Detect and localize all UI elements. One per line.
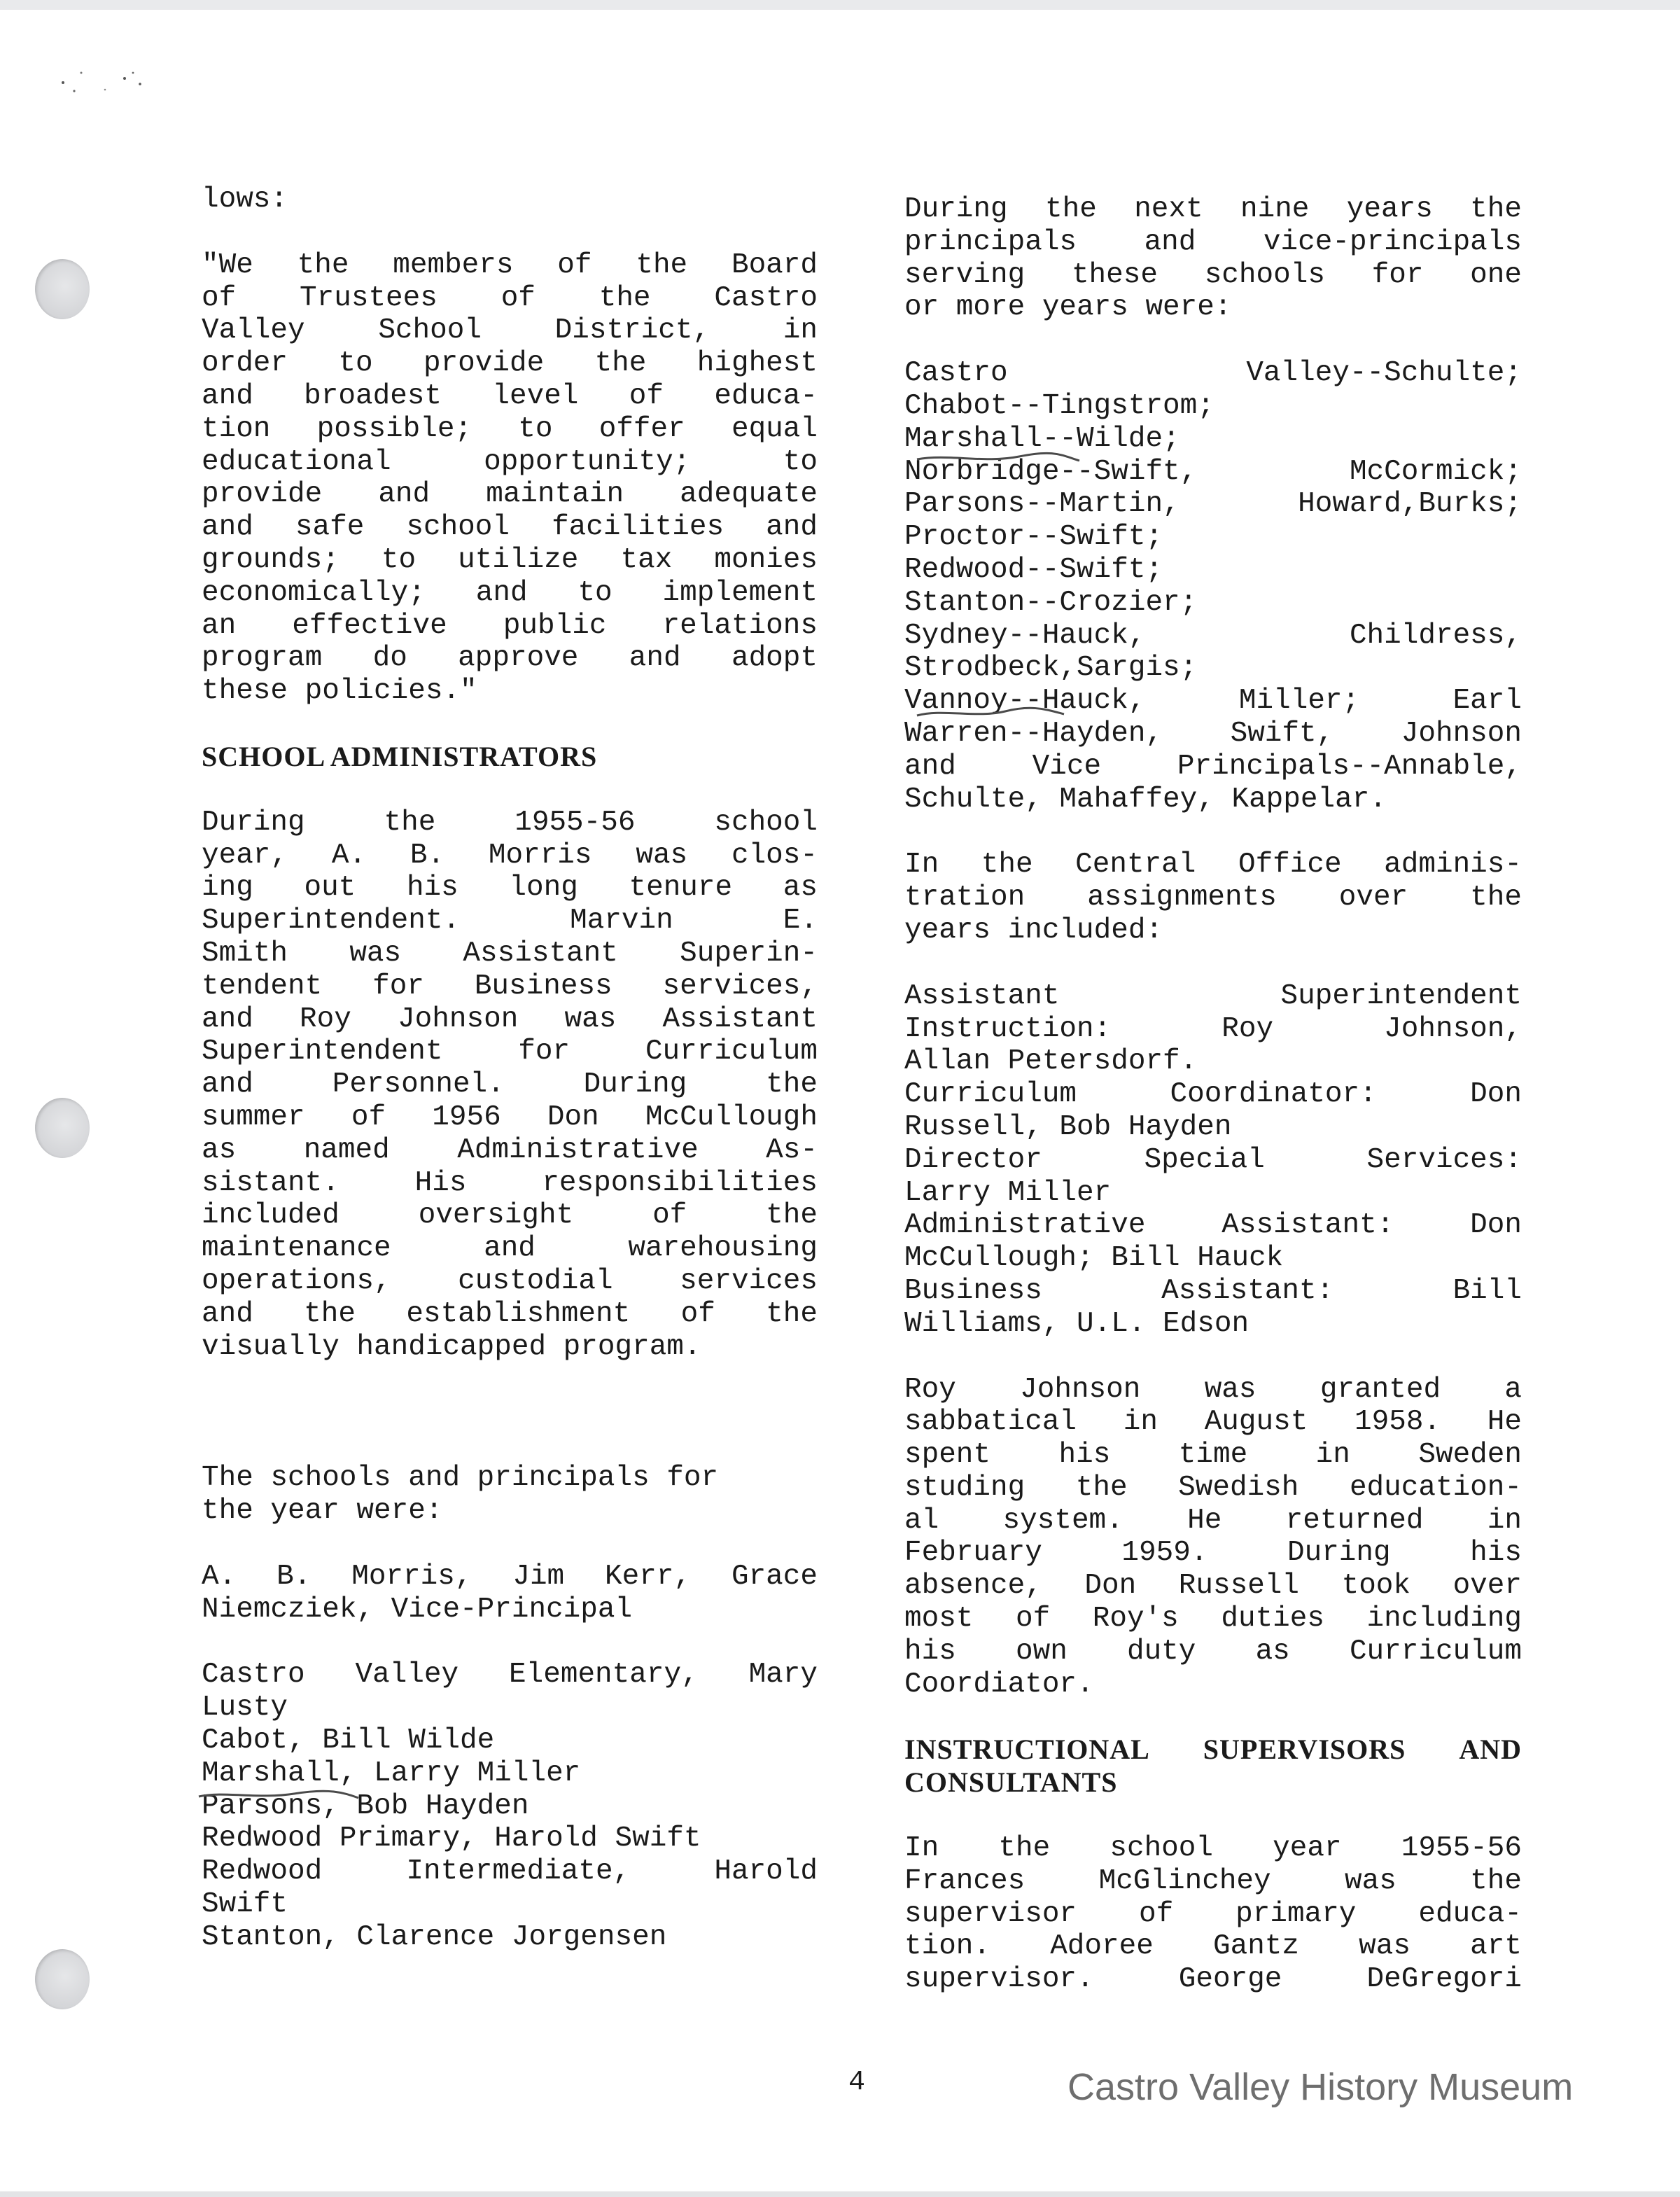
- sabbatical-line: sabbatical in August 1958. He: [904, 1406, 1522, 1439]
- admin-line: sistant. His responsibilities: [202, 1166, 818, 1199]
- heading-instructional-supervisors: [904, 1734, 1522, 1799]
- supervisors-paragraph: [904, 1832, 1522, 1996]
- assignments-line: McCullough; Bill Hauck: [904, 1242, 1284, 1275]
- quote-line: order to provide the highest: [202, 347, 818, 380]
- principals-line: Chabot--Tingstrom;: [904, 389, 1214, 422]
- central-office-line: In the Central Office adminis-: [904, 849, 1522, 881]
- admin-line: and the establishment of the: [202, 1297, 818, 1330]
- quote-line: provide and maintain adequate: [202, 478, 818, 511]
- school-list-line: Cabot, Bill Wilde: [202, 1724, 495, 1757]
- assignments-line: Russell, Bob Hayden: [904, 1110, 1232, 1143]
- central-office-line: tration assignments over the: [904, 881, 1522, 914]
- principals-line: Vannoy--Hauck, Miller; Earl: [904, 685, 1522, 718]
- school-list-line: Redwood Primary, Harold Swift: [202, 1822, 701, 1855]
- sabbatical-line: February 1959. During his: [904, 1537, 1522, 1570]
- assignments-line: Curriculum Coordinator: Don: [904, 1078, 1522, 1111]
- assignments-line: Larry Miller: [904, 1176, 1112, 1209]
- school-list-line: Stanton, Clarence Jorgensen: [202, 1920, 667, 1953]
- morris-entry: [202, 1561, 818, 1626]
- quote-line: and safe school facilities and: [202, 511, 818, 544]
- heading-school-administrators: SCHOOL ADMINISTRATORS: [202, 740, 598, 772]
- admin-line: Superintendent for Curriculum: [202, 1035, 818, 1068]
- supervisors-line: tion. Adoree Gantz was art: [904, 1930, 1522, 1963]
- principals-line: Warren--Hayden, Swift, Johnson: [904, 717, 1522, 750]
- principals-line: Castro Valley--Schulte;: [904, 357, 1522, 390]
- supervisors-line: supervisor. George DeGregori: [904, 1963, 1522, 1996]
- admin-line: and Personnel. During the: [202, 1068, 818, 1101]
- sabbatical-paragraph: [904, 1374, 1522, 1701]
- next-years-line: principals and vice-principals: [904, 225, 1522, 258]
- supervisors-line: supervisor of primary educa-: [904, 1897, 1522, 1930]
- admin-line: operations, custodial services: [202, 1264, 818, 1297]
- next-years-line: or more years were:: [904, 291, 1232, 324]
- next-years-paragraph: [904, 193, 1522, 324]
- sabbatical-line: Coordiator.: [904, 1668, 1094, 1701]
- supervisors-line: Frances McGlinchey was the: [904, 1864, 1522, 1897]
- quote-line: and broadest level of educa-: [202, 379, 818, 412]
- admin-line: included oversight of the: [202, 1199, 818, 1232]
- heading-line: INSTRUCTIONAL SUPERVISORS AND: [904, 1734, 1522, 1766]
- schools-intro-line: the year were:: [202, 1495, 443, 1528]
- principals-line: Proctor--Swift;: [904, 521, 1163, 554]
- school-list-line: Castro Valley Elementary, Mary: [202, 1659, 818, 1692]
- heading-line: CONSULTANTS: [904, 1766, 1118, 1799]
- quote-line: an effective public relations: [202, 609, 818, 642]
- school-list-line: Parsons, Bob Hayden: [202, 1790, 529, 1822]
- morris-line: Niemcziek, Vice-Principal: [202, 1593, 633, 1626]
- sabbatical-line: absence, Don Russell took over: [904, 1570, 1522, 1603]
- right-column: [904, 193, 1522, 1996]
- admin-line: as named Administrative As-: [202, 1134, 818, 1166]
- principals-line: Schulte, Mahaffey, Kappelar.: [904, 783, 1387, 816]
- principals-line: and Vice Principals--Annable,: [904, 750, 1522, 783]
- admin-line: tendent for Business services,: [202, 970, 818, 1003]
- sabbatical-line: spent his time in Sweden: [904, 1439, 1522, 1472]
- principals-line: Sydney--Hauck, Childress,: [904, 619, 1522, 652]
- museum-watermark: Castro Valley History Museum: [1068, 2066, 1574, 2108]
- sabbatical-line: al system. He returned in: [904, 1504, 1522, 1537]
- quote-line: grounds; to utilize tax monies: [202, 543, 818, 576]
- sabbatical-line: Roy Johnson was granted a: [904, 1373, 1522, 1406]
- scan-specks: [56, 63, 196, 105]
- binder-hole-middle: [35, 1098, 90, 1158]
- schools-intro-line: The schools and principals for: [202, 1462, 719, 1495]
- admin-line: Smith was Assistant Superin-: [202, 937, 818, 970]
- binder-hole-bottom: [35, 1949, 90, 2009]
- central-office-line: years included:: [904, 914, 1163, 947]
- central-office-paragraph: [904, 849, 1522, 947]
- school-list: [202, 1659, 818, 1953]
- school-list-line: Swift: [202, 1888, 288, 1921]
- next-years-line: During the next nine years the: [904, 193, 1522, 225]
- scan-bottom-edge: [0, 2191, 1680, 2197]
- principals-line: Stanton--Crozier;: [904, 586, 1198, 619]
- assignments-line: Allan Petersdorf.: [904, 1045, 1198, 1078]
- principals-line: Parsons--Martin, Howard,Burks;: [904, 488, 1522, 521]
- principals-line: Norbridge--Swift, McCormick;: [904, 455, 1522, 488]
- admin-line: summer of 1956 Don McCullough: [202, 1101, 818, 1134]
- assignments-line: Williams, U.L. Edson: [904, 1307, 1250, 1340]
- schools-intro: [202, 1462, 818, 1528]
- admin-line: During the 1955-56 school: [202, 806, 818, 839]
- assignments-line: Assistant Superintendent: [904, 979, 1522, 1012]
- principals-line: Redwood--Swift;: [904, 553, 1163, 586]
- assignments-line: Instruction: Roy Johnson,: [904, 1012, 1522, 1045]
- school-list-line: Lusty: [202, 1692, 288, 1724]
- principals-line: Strodbeck,Sargis;: [904, 652, 1198, 685]
- assignments-list: [904, 980, 1522, 1341]
- assignments-line: Business Assistant: Bill: [904, 1274, 1522, 1307]
- morris-line: A. B. Morris, Jim Kerr, Grace: [202, 1560, 818, 1593]
- admin-line: and Roy Johnson was Assistant: [202, 1003, 818, 1035]
- quote-line: of Trustees of the Castro: [202, 281, 818, 314]
- sabbatical-line: most of Roy's duties including: [904, 1603, 1522, 1635]
- sabbatical-line: his own duty as Curriculum: [904, 1635, 1522, 1668]
- quote-line: tion possible; to offer equal: [202, 412, 818, 445]
- supervisors-line: In the school year 1955-56: [904, 1832, 1522, 1865]
- intro-text: lows:: [202, 183, 288, 216]
- page-number: 4: [848, 2067, 866, 2098]
- assignments-line: Director Special Services:: [904, 1143, 1522, 1176]
- admin-line: visually handicapped program.: [202, 1330, 701, 1363]
- school-list-line: Marshall, Larry Miller: [202, 1757, 581, 1790]
- quote-line: economically; and to implement: [202, 576, 818, 609]
- admin-line: Superintendent. Marvin E.: [202, 905, 818, 937]
- admin-line: maintenance and warehousing: [202, 1232, 818, 1265]
- administrators-paragraph: [202, 807, 818, 1364]
- scan-top-edge: [0, 0, 1680, 10]
- binder-hole-top: [35, 259, 90, 319]
- assignments-line: Administrative Assistant: Don: [904, 1209, 1522, 1242]
- left-column: [202, 183, 818, 1954]
- school-list-line: Redwood Intermediate, Harold: [202, 1855, 818, 1888]
- quote-line: "We the members of the Board: [202, 249, 818, 281]
- quote-line: these policies.": [202, 675, 477, 708]
- quote-line: Valley School District, in: [202, 314, 818, 347]
- principals-list: [904, 357, 1522, 816]
- admin-line: year, A. B. Morris was clos-: [202, 839, 818, 872]
- quote-line: program do approve and adopt: [202, 642, 818, 675]
- next-years-line: serving these schools for one: [904, 258, 1522, 291]
- quote-line: educational opportunity; to: [202, 445, 818, 478]
- admin-line: ing out his long tenure as: [202, 872, 818, 905]
- sabbatical-line: studing the Swedish education-: [904, 1471, 1522, 1504]
- principals-line: Marshall--Wilde;: [904, 422, 1180, 455]
- board-quote: [202, 249, 818, 708]
